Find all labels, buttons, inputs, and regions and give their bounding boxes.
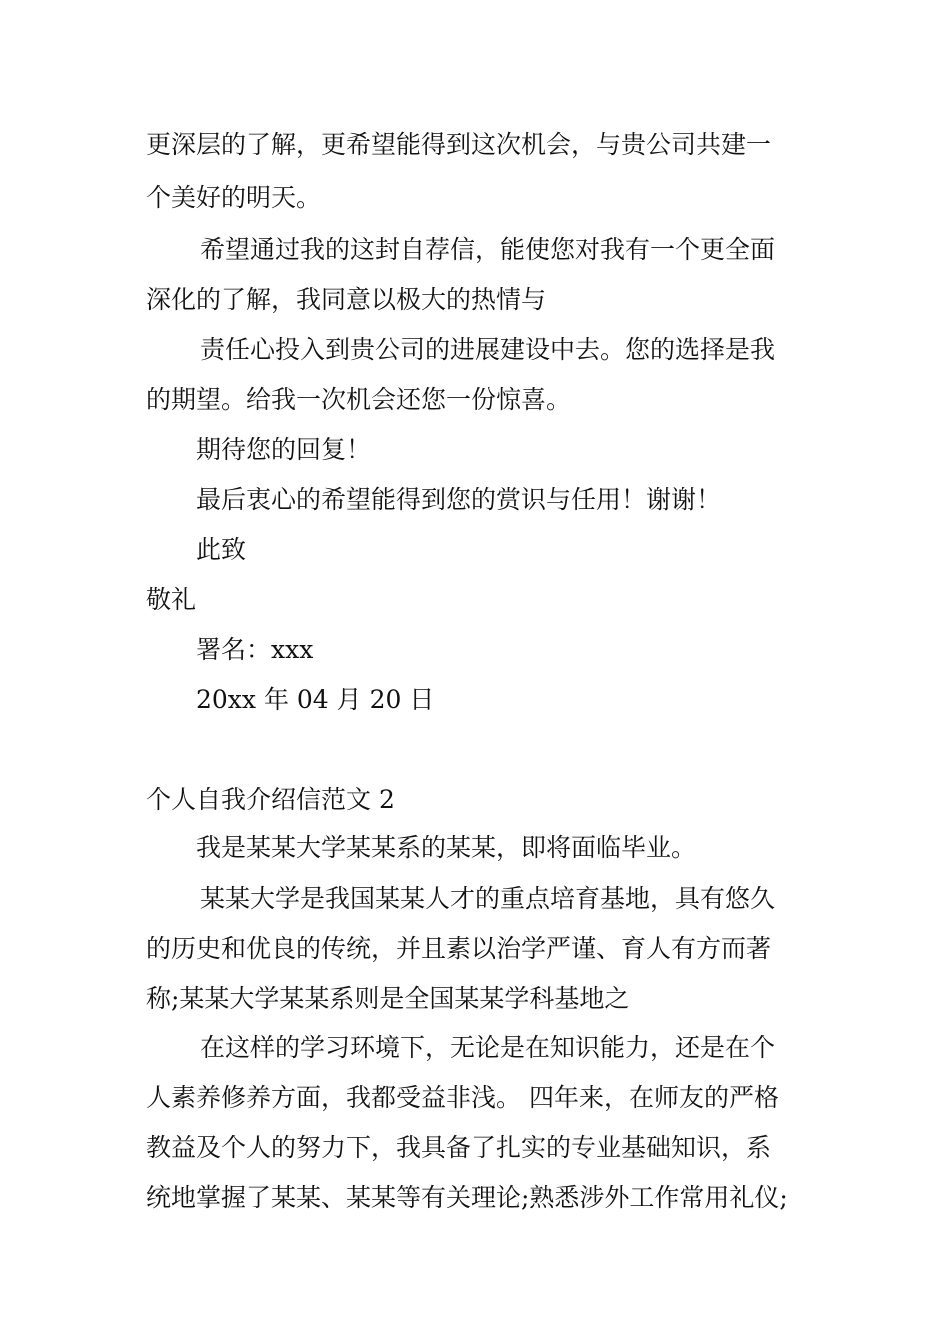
date-line: 20xx 年 04 月 20 日 <box>196 685 435 714</box>
closing-line: 期待您的回复！ <box>196 435 372 464</box>
body-line: 教益及个人的努力下，我具备了扎实的专业基础知识，系 <box>146 1133 772 1162</box>
salutation-line: 敬礼 <box>146 585 197 614</box>
body-line: 统地掌握了某某、某某等有关理论;熟悉涉外工作常用礼仪; <box>146 1183 788 1212</box>
body-line: 人素养修养方面，我都受益非浅。 四年来，在师友的严格 <box>146 1083 779 1112</box>
closing-line: 最后衷心的希望能得到您的赏识与任用！谢谢！ <box>196 485 722 514</box>
letter-paragraph-line: 的期望。给我一次机会还您一份惊喜。 <box>146 385 572 414</box>
body-line: 的历史和优良的传统，并且素以治学严谨、育人有方而著 <box>146 934 772 963</box>
letter-paragraph-line: 责任心投入到贵公司的进展建设中去。您的选择是我 <box>200 335 776 364</box>
signature-line: 署名：xxx <box>196 635 314 664</box>
body-line: 在这样的学习环境下，无论是在知识能力，还是在个 <box>200 1033 776 1062</box>
body-line: 我是某某大学某某系的某某，即将面临毕业。 <box>196 833 697 862</box>
section-title: 个人自我介绍信范文 2 <box>146 785 395 814</box>
letter-paragraph-line: 希望通过我的这封自荐信，能使您对我有一个更全面 <box>200 235 776 264</box>
body-line: 称;某某大学某某系则是全国某某学科基地之 <box>146 984 630 1013</box>
body-line: 某某大学是我国某某人才的重点培育基地，具有悠久 <box>200 884 776 913</box>
letter-paragraph-line: 个美好的明天。 <box>146 183 322 212</box>
salutation-line: 此致 <box>196 535 247 564</box>
letter-paragraph-line: 深化的了解，我同意以极大的热情与 <box>146 285 547 314</box>
letter-paragraph-line: 更深层的了解，更希望能得到这次机会，与贵公司共建一 <box>146 130 772 159</box>
